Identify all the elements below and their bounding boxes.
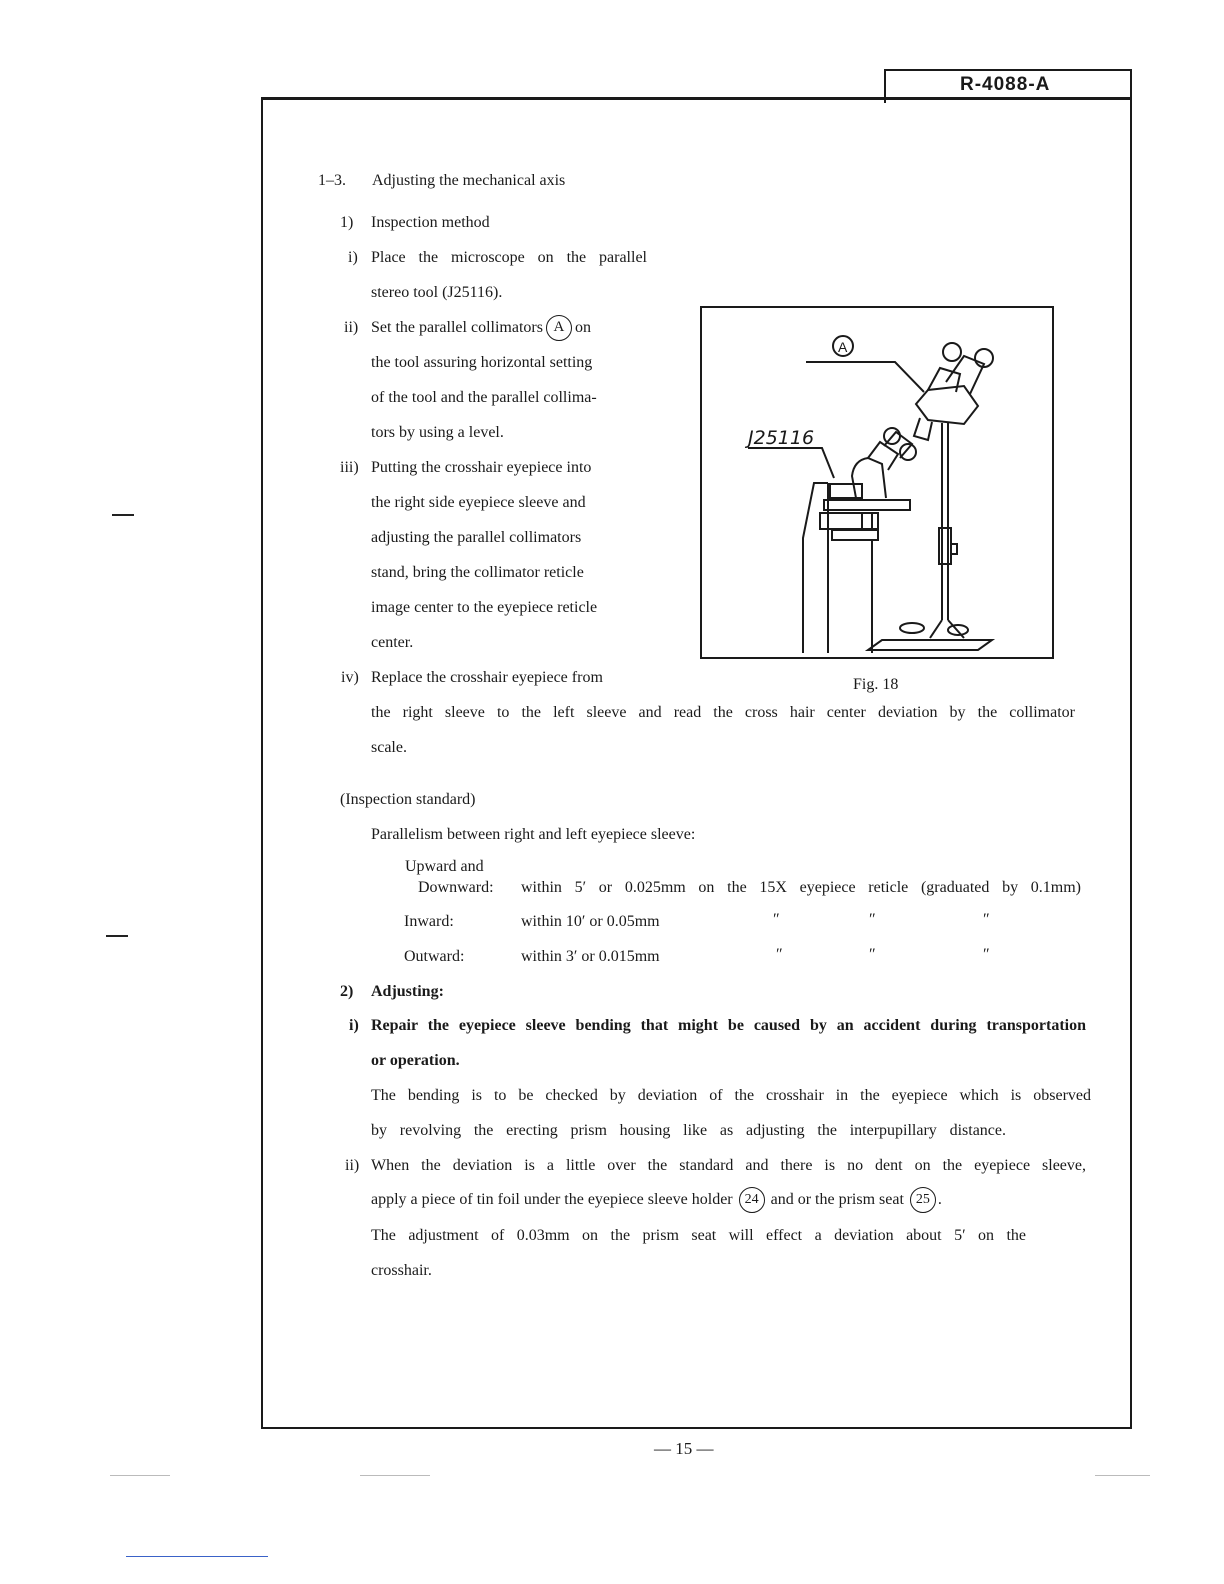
ditto-mark: ″ xyxy=(869,911,876,928)
standard-value: within 10′ or 0.05mm xyxy=(521,913,660,930)
scan-speck xyxy=(360,1475,430,1476)
step-text: Replace the crosshair eyepiece from xyxy=(371,669,603,686)
subsection-heading: Adjusting: xyxy=(371,983,444,1000)
step-text: stereo tool (J25116). xyxy=(371,284,503,301)
microscope-illustration xyxy=(702,308,1052,657)
upper-head-barrel xyxy=(914,418,932,440)
standard-heading: (Inspection standard) xyxy=(340,791,476,808)
standard-value: within 5′ or 0.025mm on the 15X eyepiece reticle (graduated by 0.1mm) xyxy=(521,879,1081,896)
base-foot xyxy=(900,623,924,633)
tool-top-block xyxy=(830,484,862,498)
step-text: stand, bring the collimator reticle xyxy=(371,564,584,581)
step-text: When the deviation is a little over the standard and there is no dent on the eyepiece sleeve, xyxy=(371,1157,1086,1174)
step-text: the right sleeve to the left sleeve and read the cross hair center deviation by the collimator xyxy=(371,704,1075,721)
frame-top-rule xyxy=(261,97,1132,100)
stand-base xyxy=(868,640,992,650)
step-text: image center to the eyepiece reticle xyxy=(371,599,598,616)
step-text: by revolving the erecting prism housing like as adjusting the interpupillary distance. xyxy=(371,1122,1006,1139)
stage-base xyxy=(832,530,878,540)
step-text: Place the microscope on the parallel xyxy=(371,249,647,266)
section-title: Adjusting the mechanical axis xyxy=(372,172,566,189)
scan-line xyxy=(126,1556,268,1557)
upper-head xyxy=(916,386,978,424)
step-text: on xyxy=(574,319,591,336)
subsection-heading: Inspection method xyxy=(371,214,490,231)
step-text-with-refs xyxy=(371,1187,942,1213)
figure-18 xyxy=(700,306,1054,659)
ditto-mark: ″ xyxy=(983,946,990,963)
step-text: The adjustment of 0.03mm on the prism seat will effect a deviation about 5′ on the xyxy=(371,1227,1026,1244)
step-text: The bending is to be checked by deviation of the crosshair in the eyepiece which is observed xyxy=(371,1087,1091,1104)
step-text-with-ref xyxy=(371,315,591,341)
subsection-number: 1) xyxy=(340,214,354,231)
step-text: tors by using a level. xyxy=(371,424,504,441)
standard-label: Upward and xyxy=(405,858,484,875)
step-text: . xyxy=(937,1191,942,1208)
ditto-mark: ″ xyxy=(776,946,783,963)
leader-line-a xyxy=(806,362,924,392)
leader-line-tool xyxy=(748,448,834,478)
clamp-detail xyxy=(862,513,872,529)
lower-eyepiece-top xyxy=(900,444,916,460)
step-number: ii) xyxy=(344,319,359,336)
stage-plate xyxy=(824,500,910,510)
section-number: 1–3. xyxy=(318,172,346,189)
scan-speck xyxy=(110,1475,170,1476)
margin-mark xyxy=(106,935,128,937)
step-text: Putting the crosshair eyepiece into xyxy=(371,459,592,476)
step-text: the right side eyepiece sleeve and xyxy=(371,494,586,511)
step-text: apply a piece of tin foil under the eyepiece sleeve holder xyxy=(371,1191,733,1208)
label-tool: J25116 xyxy=(748,427,815,449)
lower-head xyxy=(852,458,886,498)
standard-label: Downward: xyxy=(418,879,494,896)
step-text: and or the prism seat xyxy=(770,1191,904,1208)
step-text: scale. xyxy=(371,739,407,756)
step-number: iv) xyxy=(341,669,359,686)
step-number: i) xyxy=(349,1017,359,1034)
ditto-mark: ″ xyxy=(983,911,990,928)
pole-sleeve xyxy=(939,528,951,564)
upper-eyepiece-top xyxy=(943,343,961,361)
step-text: the tool assuring horizontal setting xyxy=(371,354,593,371)
standard-intro: Parallelism between right and left eyepiece sleeve: xyxy=(371,826,696,843)
ref-circle-a: A xyxy=(546,315,572,341)
standard-label: Inward: xyxy=(404,913,454,930)
subsection-number: 2) xyxy=(340,983,354,1000)
ref-circle-25: 25 xyxy=(910,1187,936,1213)
standard-label: Outward: xyxy=(404,948,465,965)
ditto-mark: ″ xyxy=(869,946,876,963)
step-number: iii) xyxy=(340,459,359,476)
standard-value: within 3′ or 0.015mm xyxy=(521,948,660,965)
step-text-bold: or operation. xyxy=(371,1052,460,1069)
step-text: crosshair. xyxy=(371,1262,432,1279)
step-text: Set the parallel collimators xyxy=(371,319,543,336)
figure-caption: Fig. 18 xyxy=(853,676,899,693)
step-text-bold: Repair the eyepiece sleeve bending that might be caused by an accident during transportation xyxy=(371,1017,1086,1034)
step-number: i) xyxy=(348,249,358,266)
label-a: A xyxy=(838,339,848,355)
ref-circle-24: 24 xyxy=(739,1187,765,1213)
scan-speck xyxy=(1095,1475,1150,1476)
step-text: adjusting the parallel collimators xyxy=(371,529,582,546)
page-number: — 15 — xyxy=(654,1439,714,1458)
step-number: ii) xyxy=(345,1157,360,1174)
step-text: of the tool and the parallel collima- xyxy=(371,389,597,406)
doc-code: R-4088-A xyxy=(960,74,1051,95)
step-text: center. xyxy=(371,634,414,651)
margin-mark xyxy=(112,514,134,516)
ditto-mark: ″ xyxy=(773,911,780,928)
collimator-pole xyxy=(942,423,948,620)
